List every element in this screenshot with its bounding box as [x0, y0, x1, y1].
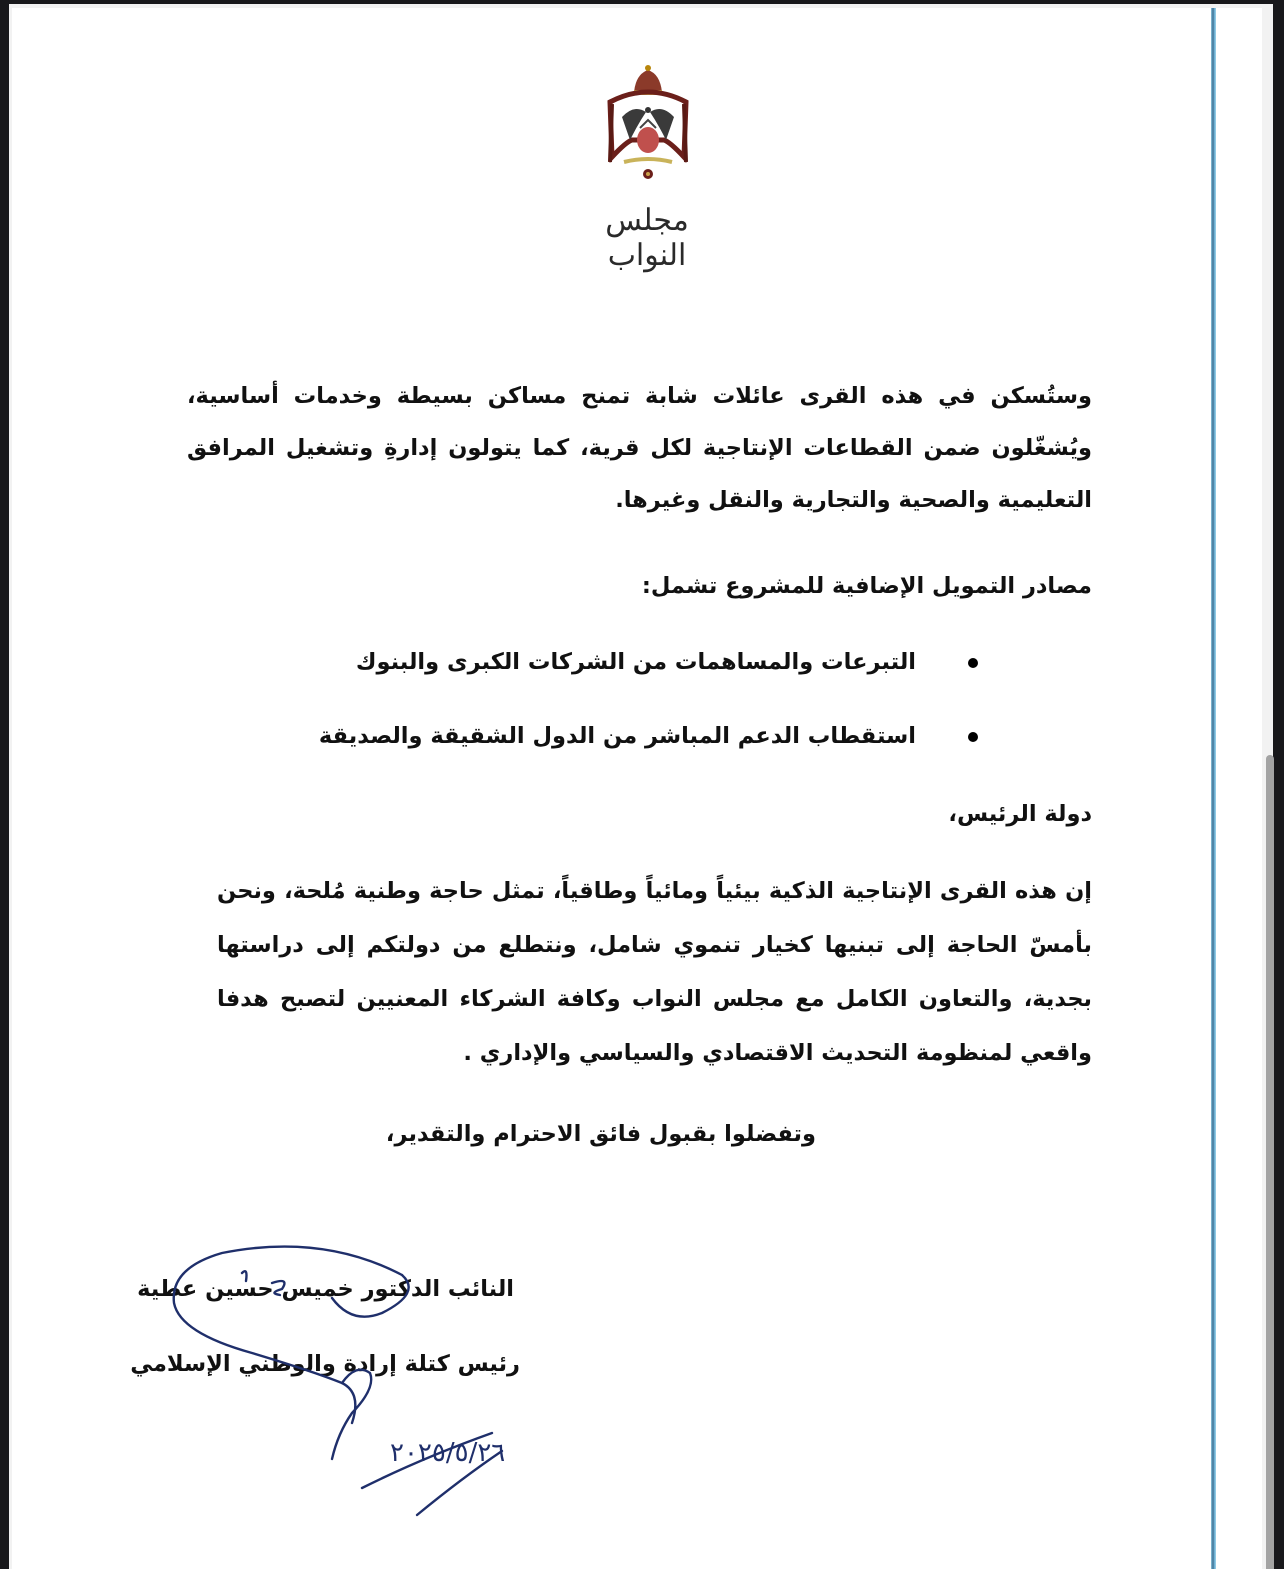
- signatory-title: رئيس كتلة إرادة والوطني الإسلامي: [130, 1351, 520, 1377]
- signatory-name: النائب الدكتور خميس حسين عطية: [137, 1276, 514, 1302]
- bullet-icon: [968, 658, 978, 668]
- body-paragraph-1: وستُسكن في هذه القرى عائلات شابة تمنح مساكن بسيطة وخدمات أساسية، ويُشغّلون ضمن القطاعات الإنتاجية لكل قرية، كما يتولون إدارةِ وتشغيل المرافق التعليمية والصحية والتجارية والنقل وغيرها.: [187, 383, 1092, 513]
- vertical-scrollbar-thumb[interactable]: [1266, 755, 1274, 1569]
- document-viewer: [9, 4, 1284, 1569]
- body-paragraph-2: إن هذه القرى الإنتاجية الذكية بيئياً ومائياً وطاقياً، تمثل حاجة وطنية مُلحة، ونحن بأمسّ الحاجة إلى تبنيها كخيار تنموي شامل، ونتطلع من دولتكم إلى دراستها بجدية، والتعاون الكامل مع مجلس النواب وكافة الشركاء المعنيين لتصبح هدفا واقعي لمنظومة التحديث الاقتصادي والسياسي والإداري .: [217, 878, 1092, 1066]
- margin-line: [1211, 8, 1216, 1569]
- funding-source-text: استقطاب الدعم المباشر من الدول الشقيقة والصديقة: [318, 723, 916, 749]
- window-edge: [1273, 0, 1284, 1569]
- list-item: [176, 636, 916, 710]
- document-page: [12, 8, 1262, 1569]
- funding-sources-heading: مصادر التمويل الإضافية للمشروع تشمل:: [641, 573, 1092, 599]
- handwritten-date: ٢٠٢٥/٥/٢٦: [390, 1438, 506, 1468]
- salutation: دولة الرئيس،: [948, 801, 1092, 827]
- list-item: [176, 710, 916, 784]
- funding-sources-list: [176, 636, 916, 784]
- institution-calligraphy: مجلس النواب: [605, 203, 689, 273]
- closing-line: وتفضلوا بقبول فائق الاحترام والتقدير،: [385, 1121, 816, 1147]
- bullet-icon: [968, 732, 978, 742]
- jordan-coat-of-arms-icon: [600, 62, 696, 187]
- funding-source-text: التبرعات والمساهمات من الشركات الكبرى والبنوك: [355, 649, 916, 675]
